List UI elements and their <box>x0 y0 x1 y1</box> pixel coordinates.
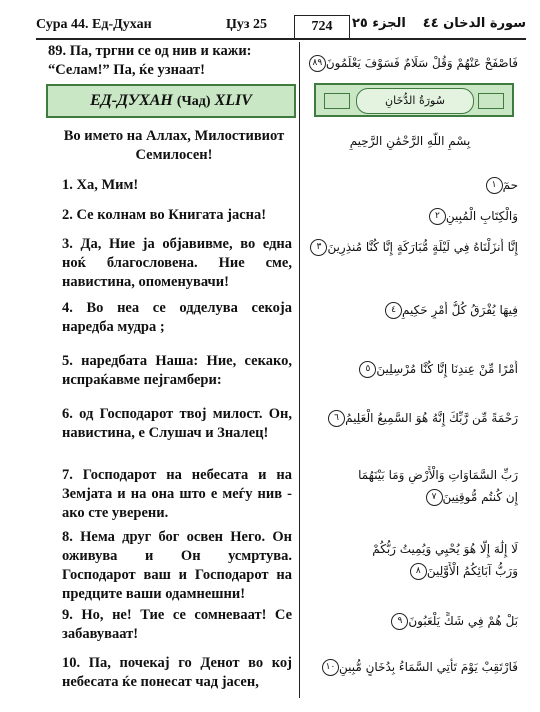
arabic-verse-3: إِنَّا أَنزَلْنَاهُ فِي لَيْلَةٍ مُّبَارَكَةٍ إِنَّا كُنَّا مُنذِرِينَ٣ <box>302 238 518 256</box>
arabic-verse-1: حمٓ١ <box>302 176 518 194</box>
arabic-verse-8a: لَا إِلَٰهَ إِلَّا هُوَ يُحْيِي وَيُمِيتُ رَبُّكُمْ <box>372 542 518 556</box>
verse-end-marker: ٤ <box>385 302 402 319</box>
verse-end-marker: ٢ <box>429 208 446 225</box>
verse-9: 9. Но, не! Тие се сомневаат! Се забавуваат! <box>62 607 292 642</box>
verse-text: Па, тргни се од нив и кажи: “Селам!” Па, ќе узнаат! <box>48 43 252 78</box>
arabic-surah-label: سورة الدخان ٤٤ <box>422 16 526 31</box>
surah-label: Сура 44. Ед-Духан <box>36 17 152 32</box>
arabic-juz-label: الجزء ٢٥ <box>352 16 406 31</box>
arabic-verse-89: فَاصْفَحْ عَنْهُمْ وَقُلْ سَلَامٌ فَسَوْفَ يَعْلَمُونَ٨٩ <box>302 54 518 72</box>
arabic-verse-10: فَارْتَقِبْ يَوْمَ تَأْتِي السَّمَاءُ بِدُخَانٍ مُّبِينٍ١٠ <box>302 658 518 676</box>
column-divider <box>299 42 300 698</box>
surah-title-numeral: XLIV <box>214 92 252 109</box>
page-header <box>36 14 526 40</box>
verse-end-marker: ٩ <box>391 613 408 630</box>
verse-end-marker: ٦ <box>328 410 345 427</box>
juz-label: Џуз 25 <box>226 17 268 32</box>
arabic-verse-7b: إِن كُنتُم مُّوقِنِينَ٧ <box>302 488 518 506</box>
verse-8: 8. Нема друг бог освен Него. Он оживува и Он усмртува. Господарот ваш и Господарот на предците ваши одамнешни! <box>62 529 292 602</box>
verse-end-marker: ٧ <box>426 489 443 506</box>
verse-end-marker: ٨ <box>410 563 427 580</box>
verse-7: 7. Господарот на небесата и на Земјата и на она што е меѓу нив - ако сте уверени. <box>62 467 293 521</box>
surah-banner <box>314 83 514 117</box>
verse-6: 6. од Господарот твој милост. Он, навистина, е Слушач и Зналец! <box>62 406 292 441</box>
banner-ornament <box>478 93 504 109</box>
banner-surah-name: سُورَةُ الدُّخَانِ <box>356 88 474 114</box>
verse-3: 3. Да, Ние ја објавивме, во една ноќ благословена. Ние сме, навистина, опоменувачи! <box>62 236 293 290</box>
verse-2: 2. Се колнам во Книгата јасна! <box>62 207 267 223</box>
verse-end-marker: ٥ <box>359 361 376 378</box>
arabic-verse-5: أَمْرًا مِّنْ عِندِنَا إِنَّا كُنَّا مُرْسِلِينَ٥ <box>302 360 518 378</box>
verse-end-marker: ١ <box>486 177 503 194</box>
page-number: 724 <box>294 15 350 38</box>
arabic-verse-7a: رَبِّ السَّمَاوَاتِ وَالْأَرْضِ وَمَا بَيْنَهُمَا <box>358 468 518 482</box>
verse-10: 10. Па, почекај го Денот во кој небесата ќе понесат чад јасен, <box>62 655 292 690</box>
arabic-verse-9: بَلْ هُمْ فِي شَكٍّ يَلْعَبُونَ٩ <box>302 612 518 630</box>
bismillah-translation: Во името на Аллах, Милостивиот Семилосен! <box>63 128 285 163</box>
verse-4: 4. Во неа се одделува секоја наредба мудра ; <box>62 300 292 335</box>
verse-number: 89. <box>48 43 67 59</box>
verse-1: 1. Ха, Мим! <box>62 177 139 193</box>
surah-title-name: ЕД-ДУХАН <box>90 92 173 109</box>
surah-title-paren: (Чад) <box>176 94 211 109</box>
surah-title-box <box>46 84 296 118</box>
arabic-bismillah: بِسْمِ اللَّهِ الرَّحْمَٰنِ الرَّحِيمِ <box>349 134 471 148</box>
arabic-verse-6: رَحْمَةً مِّن رَّبِّكَ إِنَّهُ هُوَ السَّمِيعُ الْعَلِيمُ٦ <box>302 409 518 427</box>
verse-end-marker: ١٠ <box>322 659 339 676</box>
arabic-verse-8b: وَرَبُّ آبَائِكُمُ الْأَوَّلِينَ٨ <box>302 562 518 580</box>
verse-5: 5. наредбата Наша: Ние, секако, испраќавме пејгамбери: <box>62 353 292 388</box>
banner-ornament <box>324 93 350 109</box>
verse-89 <box>48 42 294 80</box>
verse-end-marker: ٣ <box>310 239 327 256</box>
arabic-verse-4: فِيهَا يُفْرَقُ كُلُّ أَمْرٍ حَكِيمٍ٤ <box>302 301 518 319</box>
arabic-verse-2: وَالْكِتَابِ الْمُبِينِ٢ <box>302 207 518 225</box>
verse-end-marker: ٨٩ <box>309 55 326 72</box>
